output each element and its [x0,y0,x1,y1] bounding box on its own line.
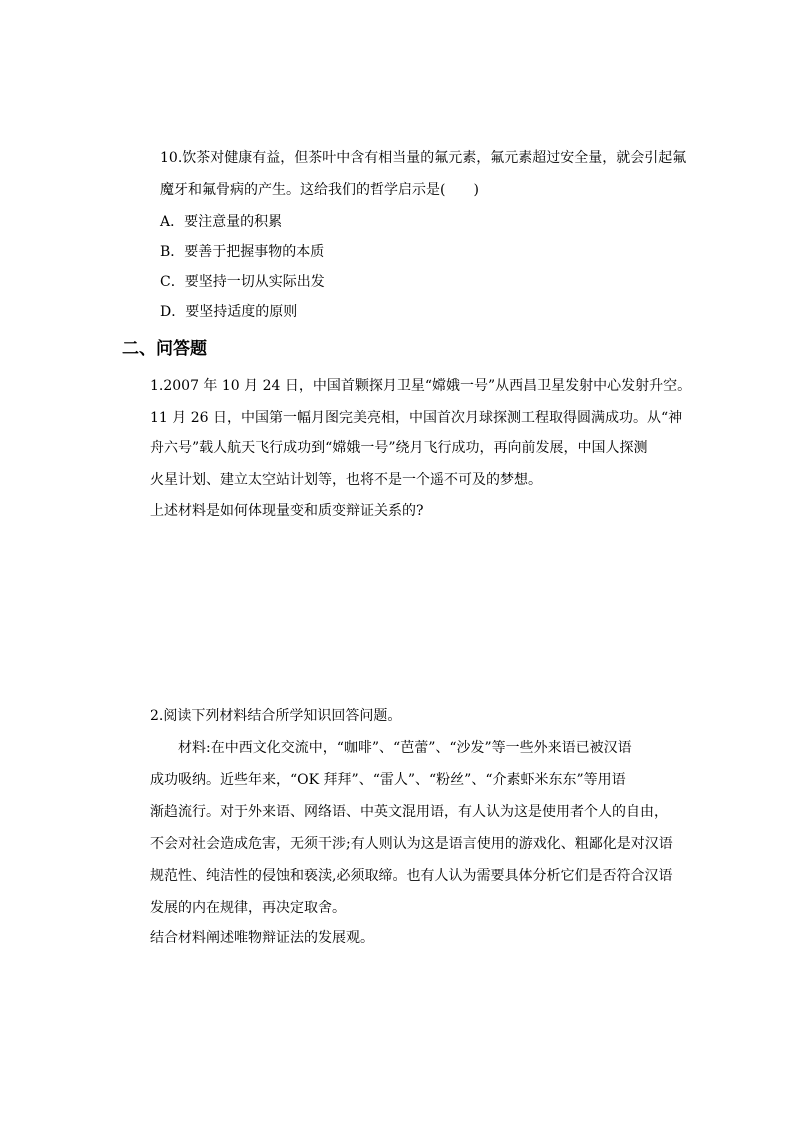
question-2-material-line-4: 不会对社会造成危害，无须干涉;有人则认为这是语言使用的游戏化、粗鄙化是对汉语 [150,836,673,852]
section-heading: 二、问答题 [122,339,207,359]
option-c: C．要坚持一切从实际出发 [160,274,325,290]
option-b: B．要善于把握事物的本质 [160,244,325,260]
question-1-line-2: 11 月 26 日，中国第一幅月图完美亮相，中国首次月球探测工程取得圆满成功。从“神 [150,410,683,426]
question-2-material-line-3: 渐趋流行。对于外来语、网络语、中英文混用语，有人认为这是使用者个人的自由， [150,804,668,820]
question-2-material-line-6: 发展的内在规律，再决定取舍。 [150,900,346,916]
question-2-prompt: 结合材料阐述唯物辩证法的发展观。 [150,930,374,946]
option-a: A．要注意量的积累 [160,214,283,230]
question-1-line-3: 舟六号”载人航天飞行成功到“嫦娥一号”绕月飞行成功，再向前发展，中国人探测 [150,440,648,456]
question-2-material-line-5: 规范性、纯洁性的侵蚀和亵渎,必须取缔。也有人认为需要具体分析它们是否符合汉语 [150,868,673,884]
question-1-line-1: 1.2007 年 10 月 24 日，中国首颗探月卫星“嫦娥一号”从西昌卫星发射中心发射升空。 [150,378,692,394]
option-d: D．要坚持适度的原则 [160,304,298,320]
question-1-line-4: 火星计划、建立太空站计划等，也将不是一个遥不可及的梦想。 [150,472,542,488]
question-10-line-1: 10.饮茶对健康有益，但茶叶中含有相当量的氟元素，氟元素超过安全量，就会引起氟 [160,150,687,166]
question-2-material-line-2: 成功吸纳。近些年来，“OK 拜拜”、“雷人”、“粉丝”、“介素虾米东东”等用语 [150,772,626,788]
question-2-material-line-1: 材料:在中西文化交流中，“咖啡”、“芭蕾”、“沙发”等一些外来语已被汉语 [178,740,632,756]
question-1-prompt: 上述材料是如何体现量变和质变辩证关系的? [150,503,424,519]
question-10-line-2: 魔牙和氟骨病的产生。这给我们的哲学启示是( ) [160,182,479,198]
question-2-intro: 2.阅读下列材料结合所学知识回答问题。 [150,708,402,724]
